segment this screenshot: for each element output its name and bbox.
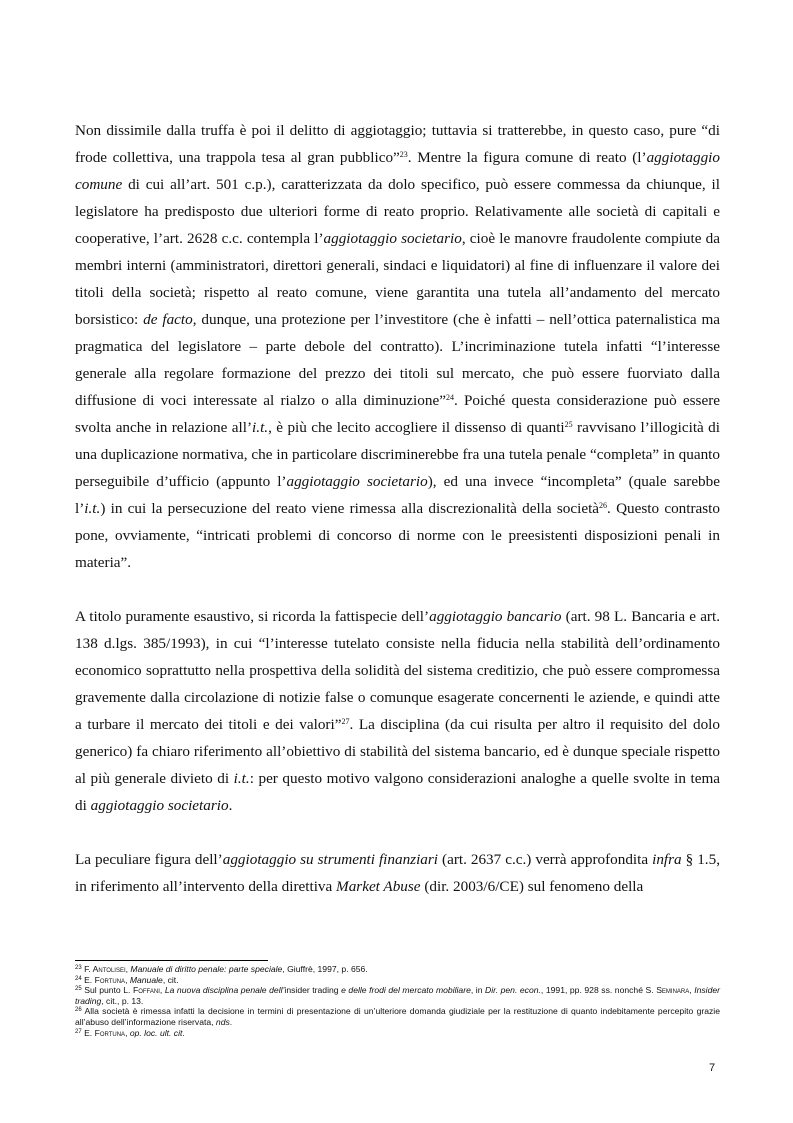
text-run: , è più che lecito accogliere il dissenso di quanti bbox=[268, 419, 565, 436]
text-run: , dunque, una protezione per l’investitore (che è infatti – nell’ottica paternalistica ma pragmatica del legislatore – parte debole del contratto). L’incriminazione tutela infatti “l’interesse generale alla regolare formazione del prezzo dei titoli sul mercato, che può essere fuorviato dalla diffusione di voci interessate al rialzo o alla diminuzione” bbox=[75, 311, 721, 409]
footnote-number: 25 bbox=[75, 986, 82, 993]
text-run: ) in cui la persecuzione del reato viene rimessa alla discrezionalità della società bbox=[100, 500, 600, 517]
italic-term: aggiotaggio comune bbox=[75, 149, 720, 193]
footnote-title: op. loc. ult. cit bbox=[129, 1027, 183, 1038]
footnote-ref-23[interactable]: 23 bbox=[399, 150, 408, 159]
text-run: Non dissimile dalla truffa è poi il delitto di aggiotaggio; tuttavia si tratterebbe, in questo caso, pure “di frode collettiva, una trappola tesa al gran pubblico” bbox=[75, 122, 720, 166]
footnote-number: 23 bbox=[75, 965, 82, 971]
paragraph-1 bbox=[75, 117, 720, 576]
footnotes bbox=[75, 960, 720, 1038]
footnote-text: Sul punto L. bbox=[84, 985, 133, 996]
footnote-journal: Dir. pen. econ. bbox=[485, 985, 541, 996]
footnote-text: Alla società è rimessa infatti la decisione in termini di presentazione di un’ulteriore domanda giudiziale per la restituzione di quanto indebitamente percepito grazie all’abuso dell’informazione riservata, bbox=[75, 1006, 720, 1027]
italic-term: i.t. bbox=[233, 770, 250, 787]
text-run: . La disciplina (da cui risulta per altro il requisito del dolo generico) fa chiaro riferimento all’obiettivo di stabilità del sistema bancario, ed è dunque speciale rispetto al più generale divieto di bbox=[75, 716, 720, 787]
footnote-ref-26[interactable]: 26 bbox=[599, 501, 608, 510]
footnote-text: , cit. bbox=[162, 974, 179, 985]
text-run: , cioè le manovre fraudolente compiute da membri interni (amministratori, direttori generali, sindaci e liquidatori) al fine di influenzare il valore dei titoli della società; rispetto al reato comune, viene garantita una tutela all’andamento del mercato borsistico: bbox=[75, 230, 720, 328]
italic-term: de facto bbox=[143, 311, 193, 328]
footnote-author: Foffani bbox=[132, 985, 160, 996]
footnote-title: Manuale bbox=[129, 974, 163, 985]
italic-term: i.t. bbox=[252, 419, 269, 436]
italic-term: i.t. bbox=[84, 500, 101, 517]
footnote-text: , Giuffrè, 1997, p. 656. bbox=[282, 964, 368, 974]
text-run: ), ed una invece “incompleta” (quale sarebbe l’ bbox=[75, 473, 720, 517]
text-run: : per questo motivo valgono considerazioni analoghe a quelle svolte in tema di bbox=[75, 770, 720, 814]
footnote-ref-24[interactable]: 24 bbox=[445, 393, 454, 402]
footnote-text: , bbox=[689, 985, 695, 996]
footnote-text: . bbox=[229, 1016, 233, 1027]
footnote-title: La nuova disciplina penale dell’ bbox=[164, 985, 285, 996]
text-run: (dir. 2003/6/CE) sul fenomeno della bbox=[420, 878, 644, 895]
footnote-24: $^{24}$ E. Fortuna, Manuale, cit. bbox=[75, 974, 179, 985]
italic-term: Market Abuse bbox=[336, 878, 421, 895]
footnote-author: E. Fortuna bbox=[84, 974, 126, 985]
footnote-author: E. Fortuna bbox=[84, 1027, 126, 1038]
italic-term: aggiotaggio societario bbox=[323, 230, 462, 247]
footnote-ref-27[interactable]: 27 bbox=[341, 717, 350, 726]
footnote-23: $^{23}$ F. Antolisei, Manuale di diritto penale: parte speciale, Giuffrè, 1997, p. 656. bbox=[75, 964, 368, 974]
footnote-number: 24 bbox=[75, 975, 82, 982]
footnote-number: 26 bbox=[75, 1007, 82, 1014]
text-run: . Questo contrasto pone, ovviamente, “intricati problemi di concorso di norme con le preesistenti disposizioni penali in materia”. bbox=[75, 500, 720, 571]
footnote-27: $^{27}$ E. Fortuna, op. loc. ult. cit. bbox=[75, 1027, 185, 1038]
footnote-italic: nds bbox=[215, 1016, 230, 1027]
text-run: ravvisano l’illogicità di una duplicazione normativa, che in particolare discriminerebbe fra una tutela penale “completa” in quanto perseguibile d’ufficio (appunto l’ bbox=[75, 419, 720, 490]
text-run: . bbox=[228, 797, 233, 814]
footnote-author: F. Antolisei bbox=[84, 964, 126, 974]
page-number: 7 bbox=[709, 1062, 716, 1074]
footnote-text: , 1991, pp. 928 ss. nonché S. bbox=[540, 985, 657, 996]
italic-term: aggiotaggio bancario bbox=[429, 608, 562, 625]
footnote-title: Manuale di diritto penale: parte speciale bbox=[130, 964, 283, 974]
footnote-ref-25[interactable]: 25 bbox=[564, 420, 573, 429]
text-run: di cui all’art. 501 c.p.), caratterizzata da dolo specifico, può essere commessa da chiunque, il legislatore ha predisposto due ulteriori forme di reato proprio. Relativamente alle società di capitali e cooperative, l’art. 2628 c.c. contempla l’ bbox=[75, 176, 720, 247]
paragraph-3 bbox=[75, 846, 720, 900]
footnote-text: , in bbox=[470, 985, 486, 996]
text-run: (art. 2637 c.c.) verrà approfondita bbox=[438, 851, 653, 868]
footnote-text: , cit., p. 13. bbox=[101, 995, 144, 1006]
footnote-text: . bbox=[182, 1027, 185, 1038]
footnote-divider bbox=[75, 960, 268, 961]
footnote-title: insider trading bbox=[284, 985, 339, 996]
footnote-text: , bbox=[159, 985, 165, 996]
text-run: . Poiché questa considerazione può essere svolta anche in relazione all’ bbox=[75, 392, 720, 436]
footnote-author: Seminara bbox=[656, 985, 690, 996]
italic-term: infra bbox=[652, 851, 682, 868]
text-run: . Mentre la figura comune di reato (l’ bbox=[407, 149, 647, 166]
footnote-26 bbox=[75, 1006, 720, 1027]
text-run: § 1.5, in riferimento all’intervento della direttiva bbox=[75, 851, 720, 895]
footnote-25 bbox=[75, 985, 720, 1006]
footnote-title: Insider trading bbox=[75, 985, 721, 1006]
footnote-title: e delle frodi del mercato mobiliare bbox=[338, 985, 471, 996]
italic-term: aggiotaggio societario bbox=[90, 797, 229, 814]
body-text bbox=[75, 117, 720, 900]
text-run: (art. 98 L. Bancaria e art. 138 d.lgs. 385/1993), in cui “l’interesse tutelato consiste nella fiducia nella stabilità dell’ordinamento economico soprattutto nella prospettiva della solidità del sistema creditizio, che può essere compromessa gravemente dalla circolazione di notizie false o comunque esagerate concernenti le aziende, e quindi atte a turbare il mercato dei titoli e dei valori” bbox=[75, 608, 721, 733]
paragraph-2 bbox=[75, 603, 720, 819]
text-run: A titolo puramente esaustivo, si ricorda la fattispecie dell’ bbox=[75, 608, 430, 625]
italic-term: aggiotaggio societario bbox=[286, 473, 428, 490]
text-run: La peculiare figura dell’ bbox=[75, 851, 223, 868]
footnote-number: 27 bbox=[75, 1028, 82, 1035]
italic-term: aggiotaggio su strumenti finanziari bbox=[222, 851, 439, 868]
